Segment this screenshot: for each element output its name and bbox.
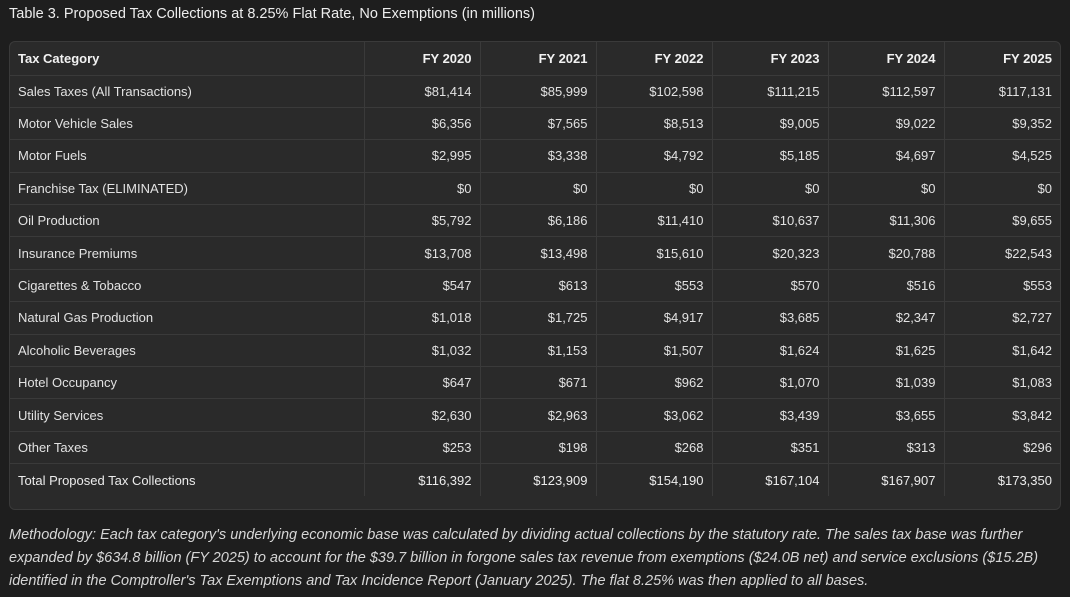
value-cell: $167,104 [712,464,828,496]
value-cell: $3,842 [944,399,1060,431]
value-cell: $0 [596,172,712,204]
table-row [10,237,1060,269]
value-cell: $9,352 [944,107,1060,139]
value-cell: $1,642 [944,334,1060,366]
value-cell: $6,356 [364,107,480,139]
table-row [10,140,1060,172]
value-cell: $22,543 [944,237,1060,269]
value-cell: $112,597 [828,75,944,107]
value-cell: $0 [944,172,1060,204]
value-cell: $11,306 [828,205,944,237]
value-cell: $2,995 [364,140,480,172]
value-cell: $613 [480,269,596,301]
tax-collections-table [9,41,1061,510]
value-cell: $253 [364,431,480,463]
value-cell: $3,655 [828,399,944,431]
column-header-fy2025: FY 2025 [944,42,1060,75]
value-cell: $4,917 [596,302,712,334]
value-cell: $2,630 [364,399,480,431]
value-cell: $1,070 [712,367,828,399]
table-row [10,302,1060,334]
value-cell: $5,185 [712,140,828,172]
value-cell: $13,498 [480,237,596,269]
value-cell: $3,439 [712,399,828,431]
column-header-tax-category: Tax Category [10,42,364,75]
value-cell: $154,190 [596,464,712,496]
column-header-fy2021: FY 2021 [480,42,596,75]
value-cell: $1,507 [596,334,712,366]
value-cell: $296 [944,431,1060,463]
row-label-cell: Total Proposed Tax Collections [10,464,364,496]
row-label-cell: Alcoholic Beverages [10,334,364,366]
column-header-fy2022: FY 2022 [596,42,712,75]
row-label-cell: Cigarettes & Tobacco [10,269,364,301]
value-cell: $20,788 [828,237,944,269]
value-cell: $313 [828,431,944,463]
value-cell: $9,022 [828,107,944,139]
value-cell: $1,083 [944,367,1060,399]
value-cell: $9,005 [712,107,828,139]
value-cell: $5,792 [364,205,480,237]
row-label-cell: Sales Taxes (All Transactions) [10,75,364,107]
row-label-cell: Hotel Occupancy [10,367,364,399]
value-cell: $553 [596,269,712,301]
value-cell: $1,032 [364,334,480,366]
column-header-fy2024: FY 2024 [828,42,944,75]
value-cell: $102,598 [596,75,712,107]
value-cell: $13,708 [364,237,480,269]
value-cell: $85,999 [480,75,596,107]
row-label-cell: Insurance Premiums [10,237,364,269]
value-cell: $671 [480,367,596,399]
value-cell: $167,907 [828,464,944,496]
value-cell: $0 [712,172,828,204]
value-cell: $116,392 [364,464,480,496]
row-label-cell: Motor Vehicle Sales [10,107,364,139]
value-cell: $2,347 [828,302,944,334]
value-cell: $553 [944,269,1060,301]
table-row [10,107,1060,139]
table-row [10,334,1060,366]
value-cell: $4,697 [828,140,944,172]
value-cell: $647 [364,367,480,399]
value-cell: $8,513 [596,107,712,139]
value-cell: $547 [364,269,480,301]
value-cell: $123,909 [480,464,596,496]
value-cell: $268 [596,431,712,463]
column-header-fy2020: FY 2020 [364,42,480,75]
value-cell: $1,153 [480,334,596,366]
value-cell: $117,131 [944,75,1060,107]
value-cell: $516 [828,269,944,301]
table-caption: Table 3. Proposed Tax Collections at 8.25% Flat Rate, No Exemptions (in millions) [9,6,536,22]
value-cell: $9,655 [944,205,1060,237]
value-cell: $7,565 [480,107,596,139]
table-row [10,172,1060,204]
value-cell: $111,215 [712,75,828,107]
value-cell: $0 [364,172,480,204]
methodology-note: Methodology: Each tax category's underlying economic base was calculated by dividing actual collections by the statutory rate. The sales tax base was further expanded by $634.8 billion (FY 2025) to account for the $39.7 billion in forgone sales tax revenue from exemptions ($24.0B net) and service exclusions ($15.2B) identified in the Comptroller's Tax Exemptions and Tax Incidence Report (January 2025). The flat 8.25% was then applied to all bases. [9,527,1039,589]
table-row [10,399,1060,431]
value-cell: $1,039 [828,367,944,399]
value-cell: $173,350 [997,472,1052,488]
value-cell: $1,625 [828,334,944,366]
value-cell: $962 [596,367,712,399]
value-cell: $0 [828,172,944,204]
value-cell: $3,685 [712,302,828,334]
table-row [10,75,1060,107]
value-cell: $2,727 [944,302,1060,334]
row-label-cell: Other Taxes [10,431,364,463]
value-cell: $3,338 [480,140,596,172]
table-total-row [10,464,1060,496]
table-row [10,431,1060,463]
value-cell: $11,410 [596,205,712,237]
value-cell: $1,624 [712,334,828,366]
table-row [10,269,1060,301]
value-cell: $2,963 [480,399,596,431]
column-header-fy2023: FY 2023 [712,42,828,75]
table-row [10,367,1060,399]
value-cell: $1,725 [480,302,596,334]
value-cell: $198 [480,431,596,463]
value-cell: $4,792 [596,140,712,172]
value-cell: $3,062 [596,399,712,431]
row-label-cell: Oil Production [10,205,364,237]
row-label-cell: Natural Gas Production [10,302,364,334]
value-cell: $81,414 [364,75,480,107]
value-cell: $351 [712,431,828,463]
value-cell: $15,610 [596,237,712,269]
value-cell: $4,525 [944,140,1060,172]
table-header-row [10,42,1060,75]
row-label-cell: Motor Fuels [10,140,364,172]
value-cell: $10,637 [712,205,828,237]
row-label-cell: Franchise Tax (ELIMINATED) [10,172,364,204]
table-row [10,205,1060,237]
value-cell: $6,186 [480,205,596,237]
value-cell: $0 [480,172,596,204]
value-cell: $20,323 [712,237,828,269]
value-cell: $570 [712,269,828,301]
row-label-cell: Utility Services [10,399,364,431]
value-cell: $1,018 [364,302,480,334]
